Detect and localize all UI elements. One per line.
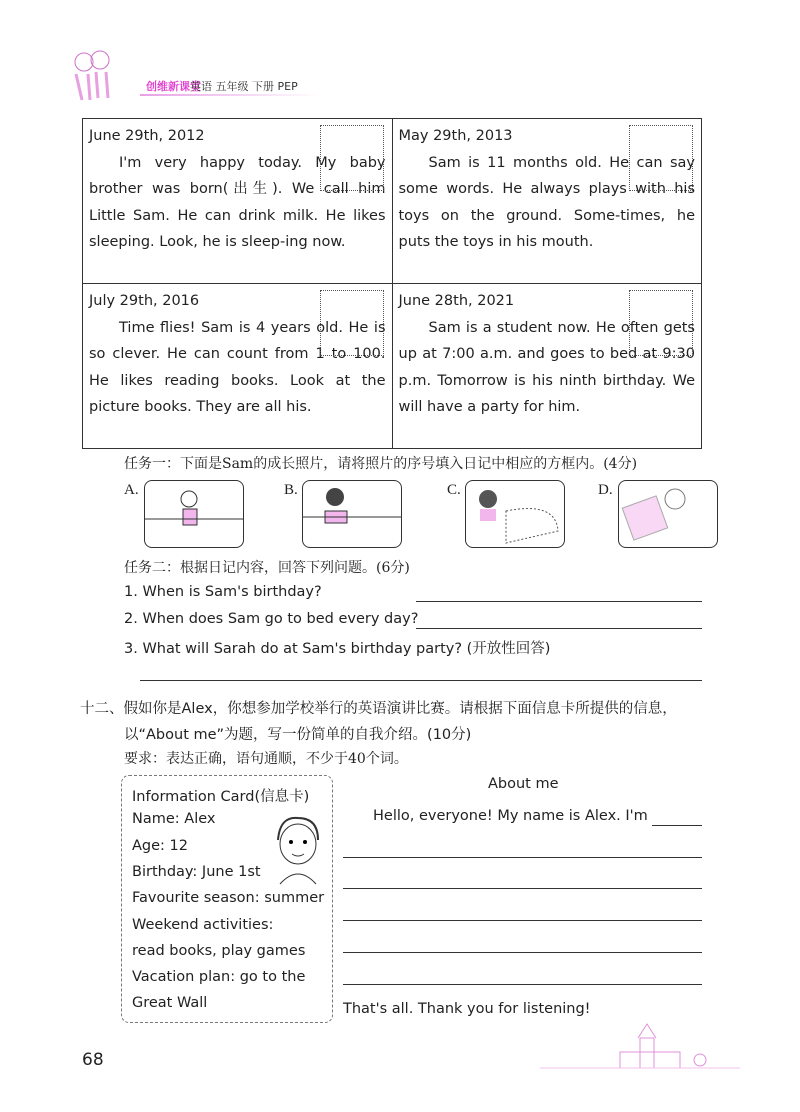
card-weekend-label: Weekend activities: <box>132 917 274 933</box>
header-divider <box>140 94 320 96</box>
photo-answer-box[interactable] <box>629 125 693 191</box>
section12-prompt-line1: 十二、假如你是Alex，你想参加学校举行的英语演讲比赛。请根据下面信息卡所提供的信息， <box>80 701 677 717</box>
entry-date: June 28th, 2021 <box>398 293 515 309</box>
requirement: 要求：表达正确，语句通顺，不少于40个词。 <box>124 751 408 767</box>
page-number: 68 <box>82 1050 104 1070</box>
picture-label: A. <box>124 482 139 498</box>
answer-line-1[interactable] <box>416 601 702 602</box>
diary-table <box>82 118 702 449</box>
picture-newborn-baby <box>618 480 718 548</box>
castle-decoration-icon <box>540 1020 740 1070</box>
essay-line[interactable] <box>343 888 702 889</box>
card-age: Age: 12 <box>132 838 188 854</box>
photo-answer-box[interactable] <box>320 290 384 356</box>
essay-blank[interactable] <box>652 825 702 826</box>
diary-entry <box>83 284 393 449</box>
card-name: Name: Alex <box>132 811 216 827</box>
question-2: 2. When does Sam go to bed every day? <box>124 611 419 627</box>
question-3: 3. What will Sarah do at Sam's birthday party? (开放性回答) <box>124 641 551 657</box>
entry-text: Sam is a student now. He often gets up at 7:00 a.m. and goes to bed at 9:30 p.m. Tomorrow is his ninth birthday. We will have a party for him. <box>398 319 695 415</box>
alex-portrait-icon <box>272 816 324 886</box>
picture-boy-reading <box>302 480 402 548</box>
photo-answer-box[interactable] <box>629 290 693 356</box>
picture-label: C. <box>447 482 461 498</box>
diary-entry <box>392 284 702 449</box>
photo-answer-box[interactable] <box>320 125 384 191</box>
section12-prompt-line2: 以“About me”为题，写一份简单的自我介绍。(10分) <box>124 727 472 743</box>
essay-opening: Hello, everyone! My name is Alex. I'm <box>373 808 648 824</box>
picture-baby-toys <box>144 480 244 548</box>
essay-line[interactable] <box>343 984 702 985</box>
essay-line[interactable] <box>343 952 702 953</box>
question-1: 1. When is Sam's birthday? <box>124 584 322 600</box>
card-season: Favourite season: summer <box>132 890 325 906</box>
card-vacation-cont: Great Wall <box>132 995 208 1011</box>
card-vacation: Vacation plan: go to the <box>132 969 306 985</box>
entry-date: July 29th, 2016 <box>89 293 200 309</box>
essay-closing: That's all. Thank you for listening! <box>343 1001 591 1017</box>
entry-text: Time flies! Sam is 4 years old. He is so clever. He can count from 1 to 100. He likes reading books. Look at the picture books. They are all his. <box>89 319 386 415</box>
answer-line-2[interactable] <box>416 628 702 629</box>
task2-title: 任务二：根据日记内容，回答下列问题。(6分) <box>124 560 410 576</box>
essay-line[interactable] <box>343 920 702 921</box>
answer-line-3[interactable] <box>140 680 702 681</box>
essay-title: About me <box>488 776 559 792</box>
essay-line[interactable] <box>343 857 702 858</box>
picture-label: B. <box>284 482 298 498</box>
card-birthday: Birthday: June 1st <box>132 864 261 880</box>
book-subtitle: 英语 五年级 下册 PEP <box>190 80 298 93</box>
kids-logo-icon <box>68 48 118 104</box>
entry-text: Sam is 11 months old. He can say some words. He always plays with his toys on the ground. Some-times, he puts the toys in his mouth. <box>398 154 695 250</box>
entry-date: June 29th, 2012 <box>89 128 205 144</box>
diary-entry <box>392 119 702 284</box>
brand-title: 创维新课堂 <box>146 80 201 93</box>
information-card <box>121 775 333 1023</box>
card-weekend-value: read books, play games <box>132 943 306 959</box>
card-title: Information Card(信息卡) <box>132 789 310 805</box>
picture-boy-sleeping <box>465 480 565 548</box>
diary-entry <box>83 119 393 284</box>
entry-date: May 29th, 2013 <box>398 128 513 144</box>
task1-title: 任务一：下面是Sam的成长照片，请将照片的序号填入日记中相应的方框内。(4分) <box>124 456 638 472</box>
entry-text: I'm very happy today. My baby brother was born(出生). We call him Little Sam. He can drink milk. He likes sleeping. Look, he is sleep-ing now. <box>89 154 386 250</box>
picture-label: D. <box>598 482 613 498</box>
